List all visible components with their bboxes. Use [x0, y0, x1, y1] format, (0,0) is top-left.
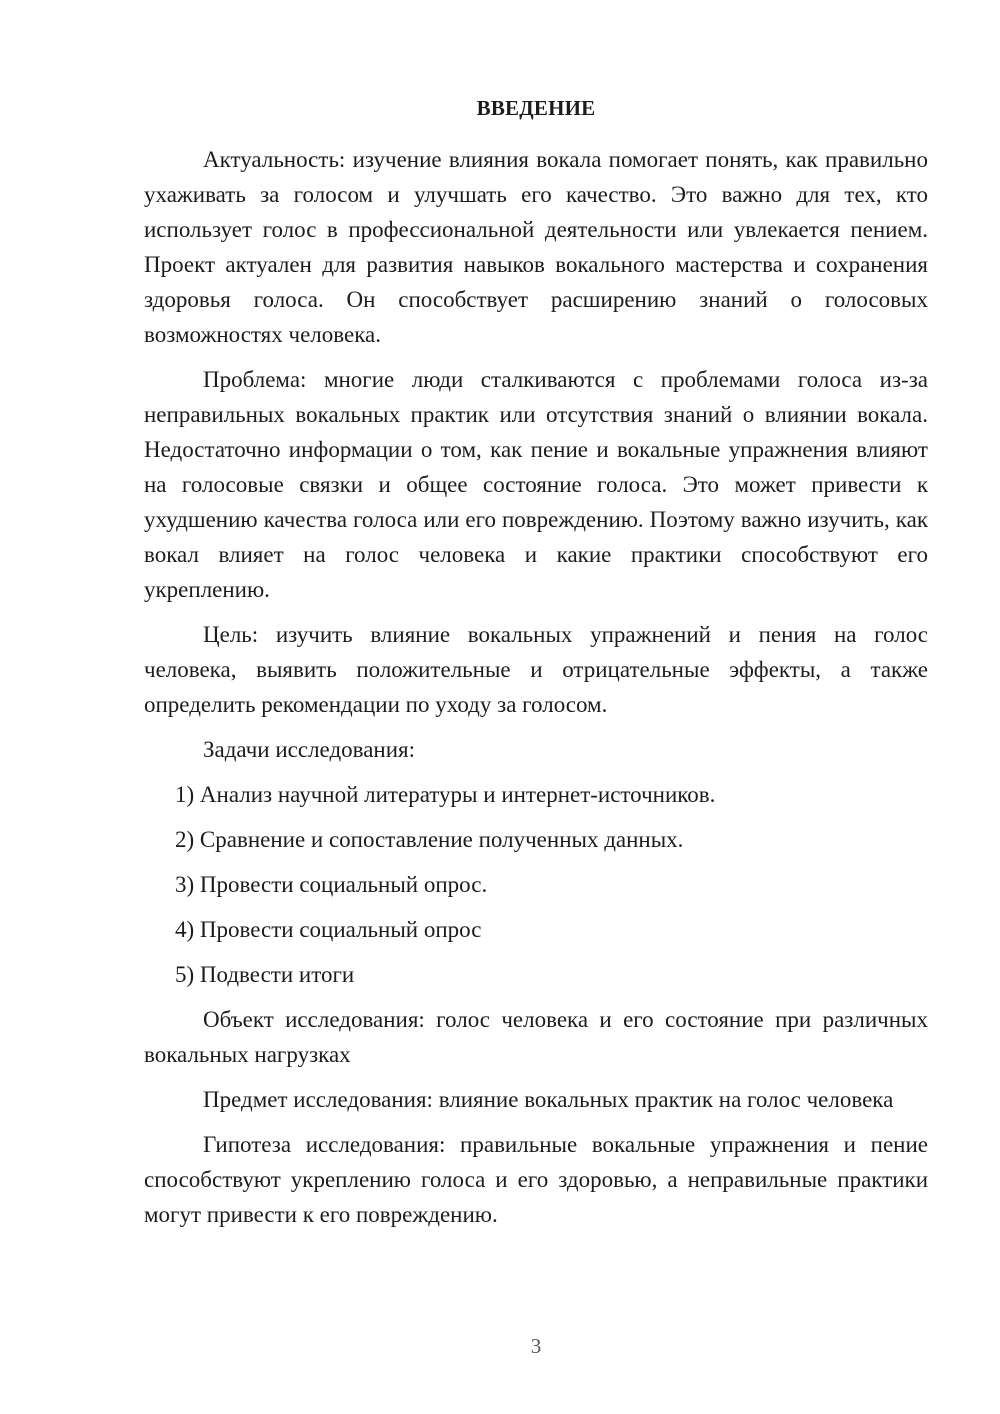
list-item: 5) Подвести итоги [175, 962, 355, 987]
paragraph-subject: Предмет исследования: влияние вокальных практик на голос человека [203, 1087, 894, 1112]
paragraph-problem: Проблема: многие люди сталкиваются с проблемами голоса из-за неправильных вокальных практик или отсутствия знаний о влиянии вокала. Недостаточно информации о том, как пение и вокальные упражнения влияют на голосовые связки и общее состояние голоса. Это может привести к ухудшению качества голоса или его повреждению. Поэтому важно изучить, как вокал влияет на голос человека и какие практики способствуют его укреплению. [144, 367, 928, 602]
page-number: 3 [530, 1334, 542, 1358]
page-title: ВВЕДЕНИЕ [476, 96, 596, 120]
tasks-heading: Задачи исследования: [203, 737, 416, 762]
list-item: 3) Провести социальный опрос. [175, 872, 488, 897]
list-item: 1) Анализ научной литературы и интернет-источников. [175, 782, 716, 807]
document-body [144, 142, 928, 1232]
paragraph-relevance: Актуальность: изучение влияния вокала помогает понять, как правильно ухаживать за голосом и улучшать его качество. Это важно для тех, кто использует голос в профессиональной деятельности или увлекается пением. Проект актуален для развития навыков вокального мастерства и сохранения здоровья голоса. Он способствует расширению знаний о голосовых возможностях человека. [144, 147, 928, 347]
tasks-list [144, 777, 928, 992]
list-item: 2) Сравнение и сопоставление полученных данных. [175, 827, 684, 852]
paragraph-hypothesis: Гипотеза исследования: правильные вокальные упражнения и пение способствуют укреплению голоса и его здоровью, а неправильные практики могут привести к его повреждению. [144, 1132, 928, 1227]
list-item: 4) Провести социальный опрос [175, 917, 482, 942]
paragraph-goal: Цель: изучить влияние вокальных упражнений и пения на голос человека, выявить положительные и отрицательные эффекты, а также определить рекомендации по уходу за голосом. [144, 622, 928, 717]
paragraph-object: Объект исследования: голос человека и его состояние при различных вокальных нагрузках [144, 1007, 928, 1067]
